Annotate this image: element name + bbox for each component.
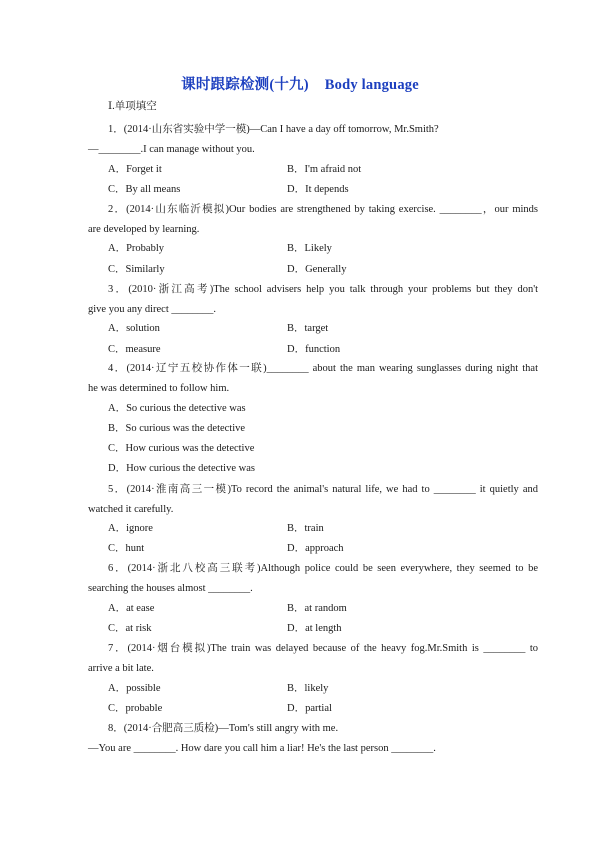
question-2-option-c: C．Similarly bbox=[108, 264, 165, 275]
question-4-stem-cont: he was determined to follow him. bbox=[88, 383, 230, 394]
question-4-stem: 4．(2014·辽宁五校协作体一联)________ about the man wearing sunglasses during night that bbox=[108, 363, 538, 374]
question-2-stem: 2．(2014·山东临沂模拟)Our bodies are strengthened by taking exercise. ________，our minds bbox=[108, 204, 538, 215]
question-4-option-c: C．How curious was the detective bbox=[108, 443, 255, 454]
question-2-option-d: D．Generally bbox=[287, 264, 347, 275]
question-6-stem: 6．(2014·浙北八校高三联考)Although police could be seen everywhere, they seemed to be bbox=[108, 563, 538, 574]
question-5-option-a: A．ignore bbox=[108, 523, 153, 534]
question-6-option-d: D．at length bbox=[287, 623, 342, 634]
title-chinese: 课时跟踪检测(十九) bbox=[181, 77, 309, 93]
question-6-option-b: B．at random bbox=[287, 603, 347, 614]
question-2-option-b: B．Likely bbox=[287, 243, 332, 254]
question-4-option-d: D．How curious the detective was bbox=[108, 463, 255, 474]
question-5-option-c: C．hunt bbox=[108, 543, 145, 554]
question-5-option-b: B．train bbox=[287, 523, 324, 534]
question-3-option-c: C．measure bbox=[108, 344, 161, 355]
question-7-option-a: A．possible bbox=[108, 683, 161, 694]
question-5-option-d: D．approach bbox=[287, 543, 344, 554]
question-3-option-a: A．solution bbox=[108, 323, 160, 334]
question-6-option-a: A．at ease bbox=[108, 603, 155, 614]
question-1-option-c: C．By all means bbox=[108, 184, 181, 195]
question-2-stem-cont: are developed by learning. bbox=[88, 224, 200, 235]
question-7-option-c: C．probable bbox=[108, 703, 163, 714]
question-7-stem-cont: arrive a bit late. bbox=[88, 663, 154, 674]
question-3-option-d: D．function bbox=[287, 344, 341, 355]
section-heading: Ⅰ.单项填空 bbox=[108, 101, 157, 112]
question-3-option-b: B．target bbox=[287, 323, 329, 334]
question-1-stem-cont: —________.I can manage without you. bbox=[88, 144, 255, 155]
question-1-option-b: B．I'm afraid not bbox=[287, 164, 362, 175]
question-4-option-b: B．So curious was the detective bbox=[108, 423, 246, 434]
question-1-option-d: D．It depends bbox=[287, 184, 349, 195]
question-3-stem: 3．(2010·浙江高考)The school advisers help you talk through your problems but they don't bbox=[108, 284, 538, 295]
question-5-stem-cont: watched it carefully. bbox=[88, 504, 174, 515]
question-3-stem-cont: give you any direct ________. bbox=[88, 304, 217, 315]
question-8-stem-cont: —You are ________. How dare you call him a liar! He's the last person ________. bbox=[88, 743, 436, 754]
question-4-option-a: A．So curious the detective was bbox=[108, 403, 246, 414]
question-8-stem: 8．(2014·合肥高三质检)—Tom's still angry with me. bbox=[108, 723, 339, 734]
page-title bbox=[0, 73, 600, 94]
question-7-option-b: B．likely bbox=[287, 683, 329, 694]
question-2-option-a: A．Probably bbox=[108, 243, 164, 254]
question-1-stem: 1．(2014·山东省实验中学一模)—Can I have a day off tomorrow, Mr.Smith? bbox=[108, 124, 439, 135]
question-6-option-c: C．at risk bbox=[108, 623, 152, 634]
question-5-stem: 5．(2014·淮南高三一模)To record the animal's natural life, we had to ________ it quietly and bbox=[108, 484, 538, 495]
question-6-stem-cont: searching the houses almost ________. bbox=[88, 583, 253, 594]
question-7-option-d: D．partial bbox=[287, 703, 332, 714]
question-7-stem: 7．(2014·烟台模拟)The train was delayed because of the heavy fog.Mr.Smith is ________ to bbox=[108, 643, 538, 654]
question-1-option-a: A．Forget it bbox=[108, 164, 162, 175]
title-english: Body language bbox=[324, 77, 419, 93]
